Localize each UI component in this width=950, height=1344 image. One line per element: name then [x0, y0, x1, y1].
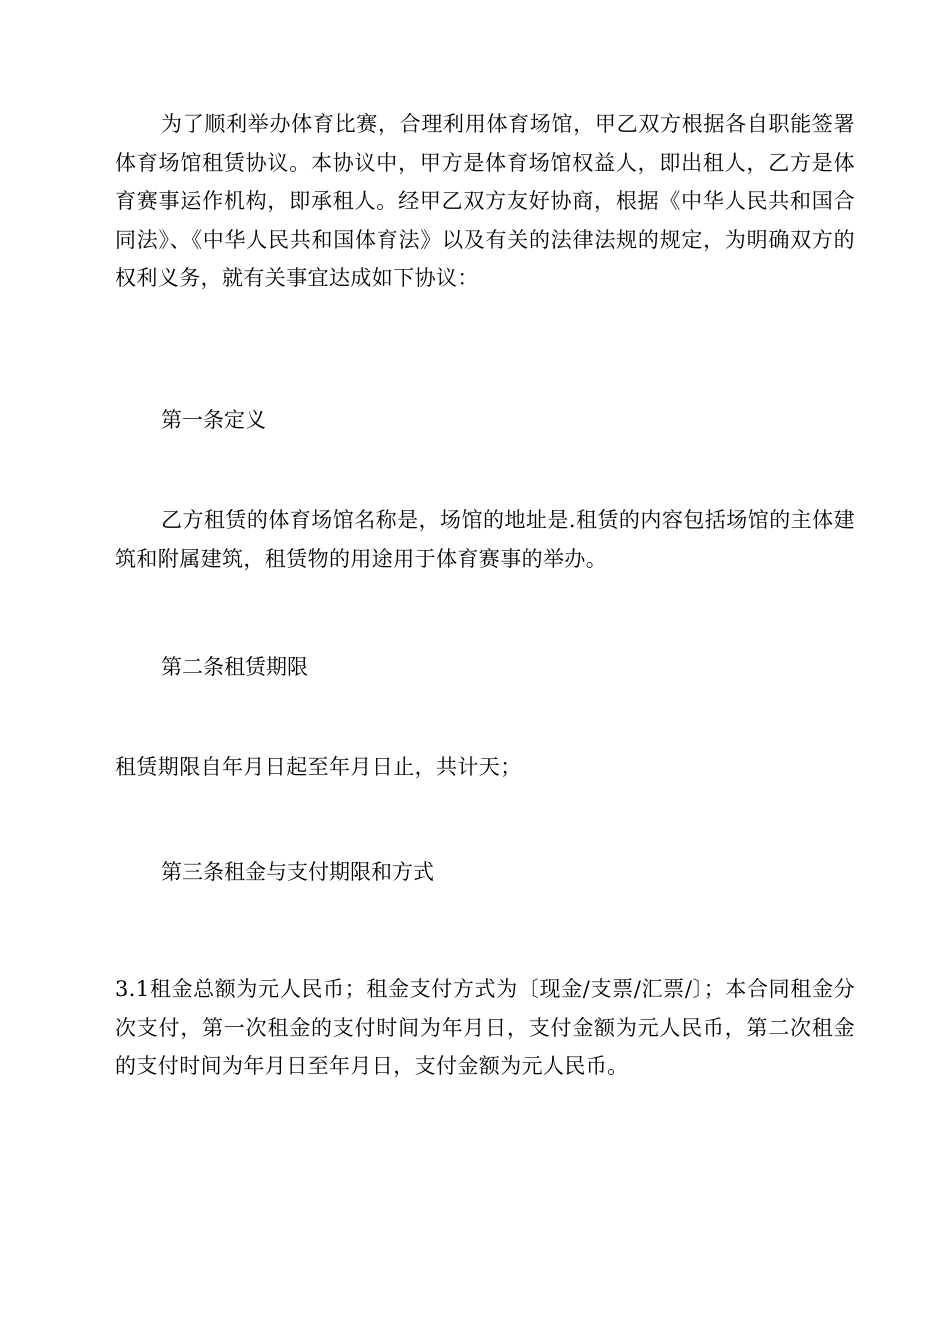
article-1-paragraph: 乙方租赁的体育场馆名称是，场馆的地址是.租赁的内容包括场馆的主体建筑和附属建筑，租赁物的用途用于体育赛事的举办。	[115, 508, 855, 571]
article-2-heading: 第二条租赁期限	[161, 655, 308, 679]
article-3-heading: 第三条租金与支付期限和方式	[161, 860, 434, 884]
article-3-paragraph: 3.1租金总额为元人民币；租金支付方式为〔现金/支票/汇票/〕；本合同租金分次支付，第一次租金的支付时间为年月日，支付金额为元人民币，第二次租金的支付时间为年月日至年月日，支付金额为元人民币。	[115, 977, 855, 1078]
intro-paragraph: 为了顺利举办体育比赛，合理利用体育场馆，甲乙双方根据各自职能签署体育场馆租赁协议。本协议中，甲方是体育场馆权益人，即出租人，乙方是体育赛事运作机构，即承租人。经甲乙双方友好协商，根据《中华人民共和国合同法》、《中华人民共和国体育法》以及有关的法律法规的规定，为明确双方的权利义务，就有关事宜达成如下协议：	[115, 112, 855, 290]
article-2-paragraph: 租赁期限自年月日起至年月日止，共计天；	[115, 755, 522, 779]
article-1-heading: 第一条定义	[161, 408, 266, 432]
